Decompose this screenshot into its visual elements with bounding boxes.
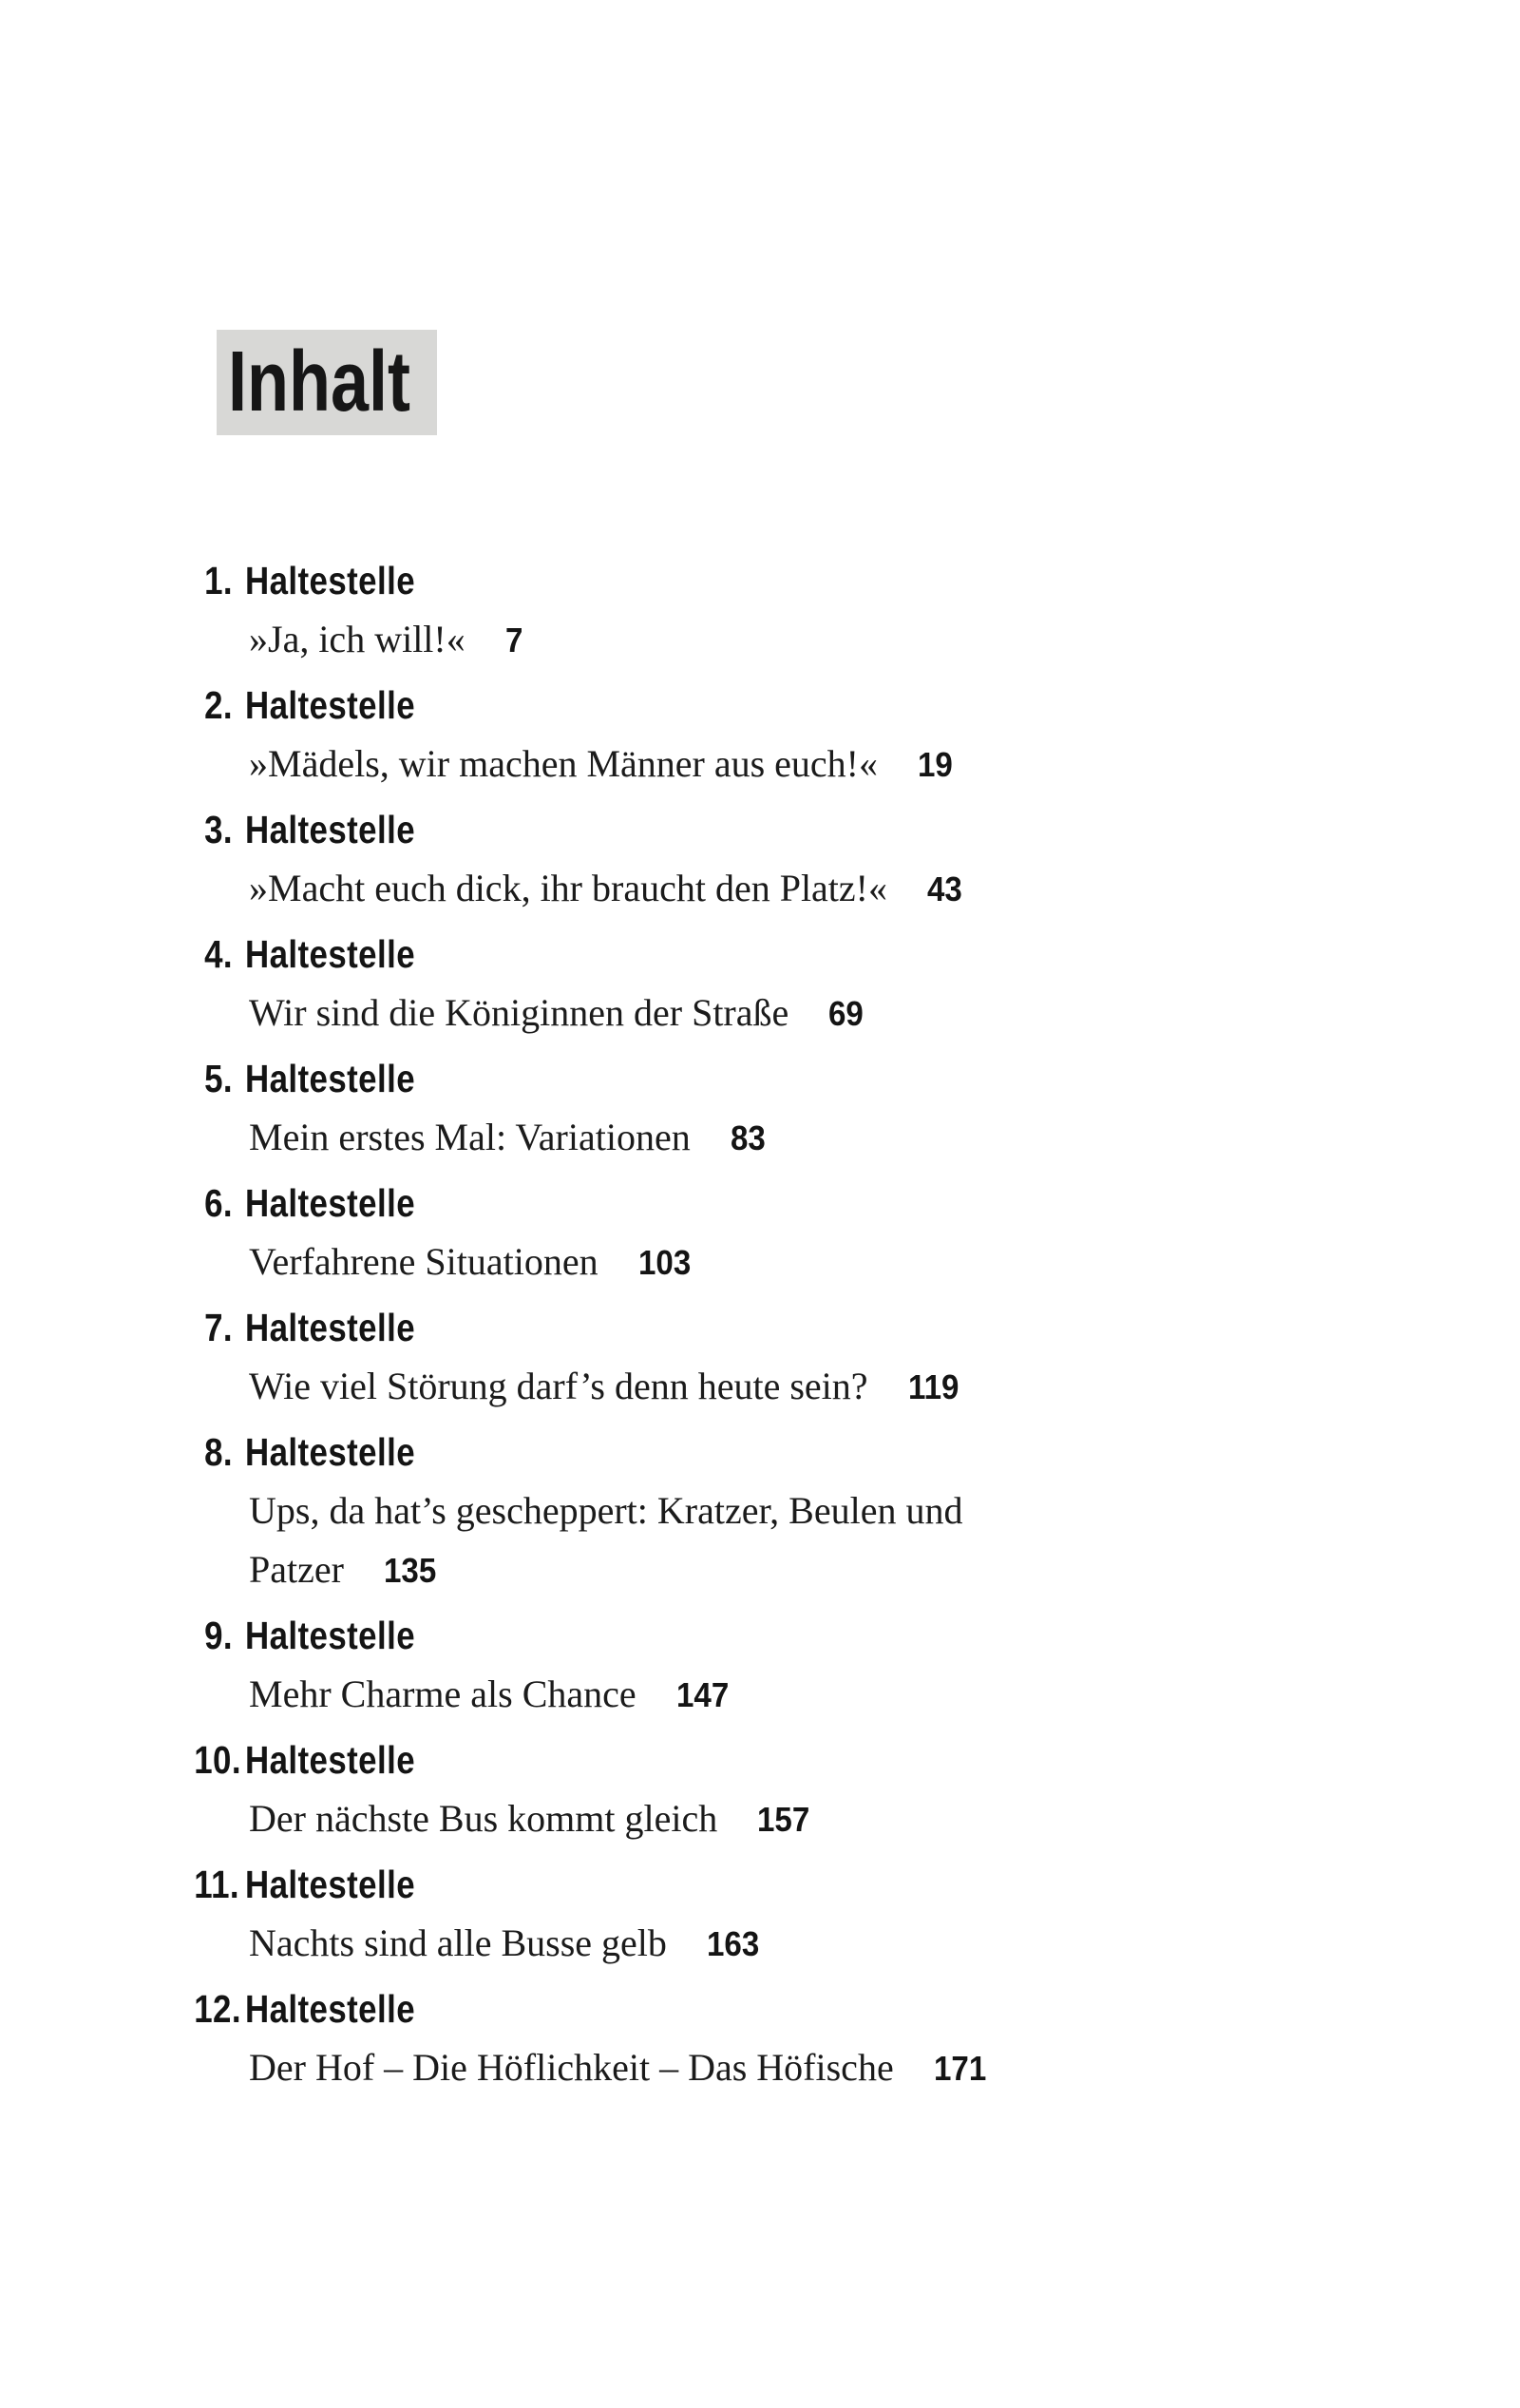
toc-entry-subtitle-text: Der nächste Bus kommt gleich xyxy=(249,1797,718,1840)
toc-entry-label: Haltestelle xyxy=(245,1738,416,1782)
toc-entry-subtitle-text: Wie viel Störung darf’s denn heute sein? xyxy=(249,1365,868,1407)
toc-entry-subtitle-text: Wir sind die Königinnen der Straße xyxy=(249,991,789,1034)
toc-entry-subtitle xyxy=(187,1914,1375,1974)
toc-entry-heading xyxy=(187,1606,1375,1665)
toc-entry-subtitle-text: Patzer xyxy=(249,1548,344,1591)
toc-entry-subtitle xyxy=(187,984,1375,1043)
toc-entry-heading xyxy=(187,1730,1375,1789)
toc-entry-page-number: 7 xyxy=(504,621,523,659)
toc-entry-number: 2. xyxy=(204,683,233,727)
toc-entry xyxy=(187,1298,1375,1417)
toc-entry xyxy=(187,1730,1375,1849)
title-box xyxy=(217,330,437,435)
toc-entry-subtitle-text: »Macht euch dick, ihr braucht den Platz!« xyxy=(249,867,887,909)
toc-entry-page-number: 119 xyxy=(907,1367,959,1406)
toc-entry-subtitle xyxy=(187,1233,1375,1292)
toc-entry-heading xyxy=(187,1979,1375,2038)
toc-entry-page-number: 171 xyxy=(933,2049,986,2088)
toc-entry-heading xyxy=(187,1423,1375,1481)
toc-entry-page-number: 43 xyxy=(927,870,962,908)
toc-entry-subtitle-text: »Mädels, wir machen Männer aus euch!« xyxy=(249,742,878,785)
toc-entry-number: 8. xyxy=(204,1430,233,1474)
toc-entry-label: Haltestelle xyxy=(245,1306,416,1349)
toc-entry xyxy=(187,551,1375,670)
toc-entry-subtitle xyxy=(187,1665,1375,1725)
toc-entry-subtitle xyxy=(187,1481,1375,1540)
toc-entry-label: Haltestelle xyxy=(245,559,416,602)
toc-entry-number: 12. xyxy=(194,1987,241,2031)
toc-entry-label: Haltestelle xyxy=(245,932,416,976)
toc-entry xyxy=(187,1855,1375,1974)
toc-entry-subtitle-text: Verfahrene Situationen xyxy=(249,1240,598,1283)
page-title: Inhalt xyxy=(228,334,410,430)
toc-entry-number: 1. xyxy=(204,559,233,602)
toc-entry-page-number: 103 xyxy=(637,1243,691,1282)
toc-entry-page-number: 83 xyxy=(730,1118,766,1157)
toc-entry-page-number: 135 xyxy=(383,1551,437,1590)
toc-entry xyxy=(187,1174,1375,1292)
toc-entry-label: Haltestelle xyxy=(245,1430,416,1474)
toc-entry-label: Haltestelle xyxy=(245,1181,416,1225)
toc-entry-number: 4. xyxy=(204,932,233,976)
toc-entry xyxy=(187,1606,1375,1725)
toc-entry-number: 11. xyxy=(194,1863,239,1906)
toc-entry-subtitle-text: Nachts sind alle Busse gelb xyxy=(249,1921,667,1964)
toc-entry-label: Haltestelle xyxy=(245,1987,416,2031)
toc-entry-subtitle-text: Mehr Charme als Chance xyxy=(249,1672,636,1715)
toc-entry-label: Haltestelle xyxy=(245,683,416,727)
toc-entry-label: Haltestelle xyxy=(245,1614,416,1657)
toc-entry-number: 6. xyxy=(204,1181,233,1225)
toc-entry-subtitle-text: Mein erstes Mal: Variationen xyxy=(249,1116,691,1158)
toc-entry-number: 5. xyxy=(204,1057,233,1100)
toc-entry-page-number: 163 xyxy=(706,1924,760,1963)
toc-entry xyxy=(187,1049,1375,1168)
toc-entry-label: Haltestelle xyxy=(245,1057,416,1100)
toc-entry-label: Haltestelle xyxy=(245,1863,416,1906)
toc-entry xyxy=(187,925,1375,1043)
toc-entry-subtitle xyxy=(187,1357,1375,1417)
toc-entry-heading xyxy=(187,925,1375,984)
toc-entry-subtitle xyxy=(187,735,1375,794)
toc-entry-subtitle xyxy=(187,1789,1375,1849)
toc-entry xyxy=(187,1979,1375,2098)
toc-entry-subtitle xyxy=(187,859,1375,919)
toc-entry-subtitle-text: Der Hof – Die Höflichkeit – Das Höfische xyxy=(249,2046,894,2089)
toc-entry-number: 9. xyxy=(204,1614,233,1657)
toc-entry-subtitle xyxy=(187,1540,1375,1600)
toc-entry xyxy=(187,676,1375,794)
toc-entry-page-number: 157 xyxy=(757,1800,810,1839)
toc-entry-heading xyxy=(187,676,1375,735)
toc-entry-page-number: 19 xyxy=(918,745,953,784)
toc-entry-page-number: 147 xyxy=(675,1675,729,1714)
toc-entry-number: 10. xyxy=(194,1738,241,1782)
toc-entry-page-number: 69 xyxy=(828,994,864,1033)
toc-entry-heading xyxy=(187,1174,1375,1233)
toc-entry-subtitle xyxy=(187,1108,1375,1168)
toc-entry-number: 7. xyxy=(204,1306,233,1349)
toc-entry-subtitle xyxy=(187,2038,1375,2098)
toc-entry-subtitle xyxy=(187,610,1375,670)
table-of-contents xyxy=(187,551,1375,2104)
toc-entry-heading xyxy=(187,551,1375,610)
toc-entry-heading xyxy=(187,1049,1375,1108)
toc-entry-heading xyxy=(187,800,1375,859)
toc-entry-heading xyxy=(187,1855,1375,1914)
toc-entry-subtitle-text: »Ja, ich will!« xyxy=(249,618,466,660)
toc-entry-number: 3. xyxy=(204,808,233,851)
toc-entry xyxy=(187,800,1375,919)
toc-entry-heading xyxy=(187,1298,1375,1357)
toc-entry-subtitle-text: Ups, da hat’s gescheppert: Kratzer, Beulen und xyxy=(249,1489,963,1532)
toc-entry-label: Haltestelle xyxy=(245,808,416,851)
toc-entry xyxy=(187,1423,1375,1600)
